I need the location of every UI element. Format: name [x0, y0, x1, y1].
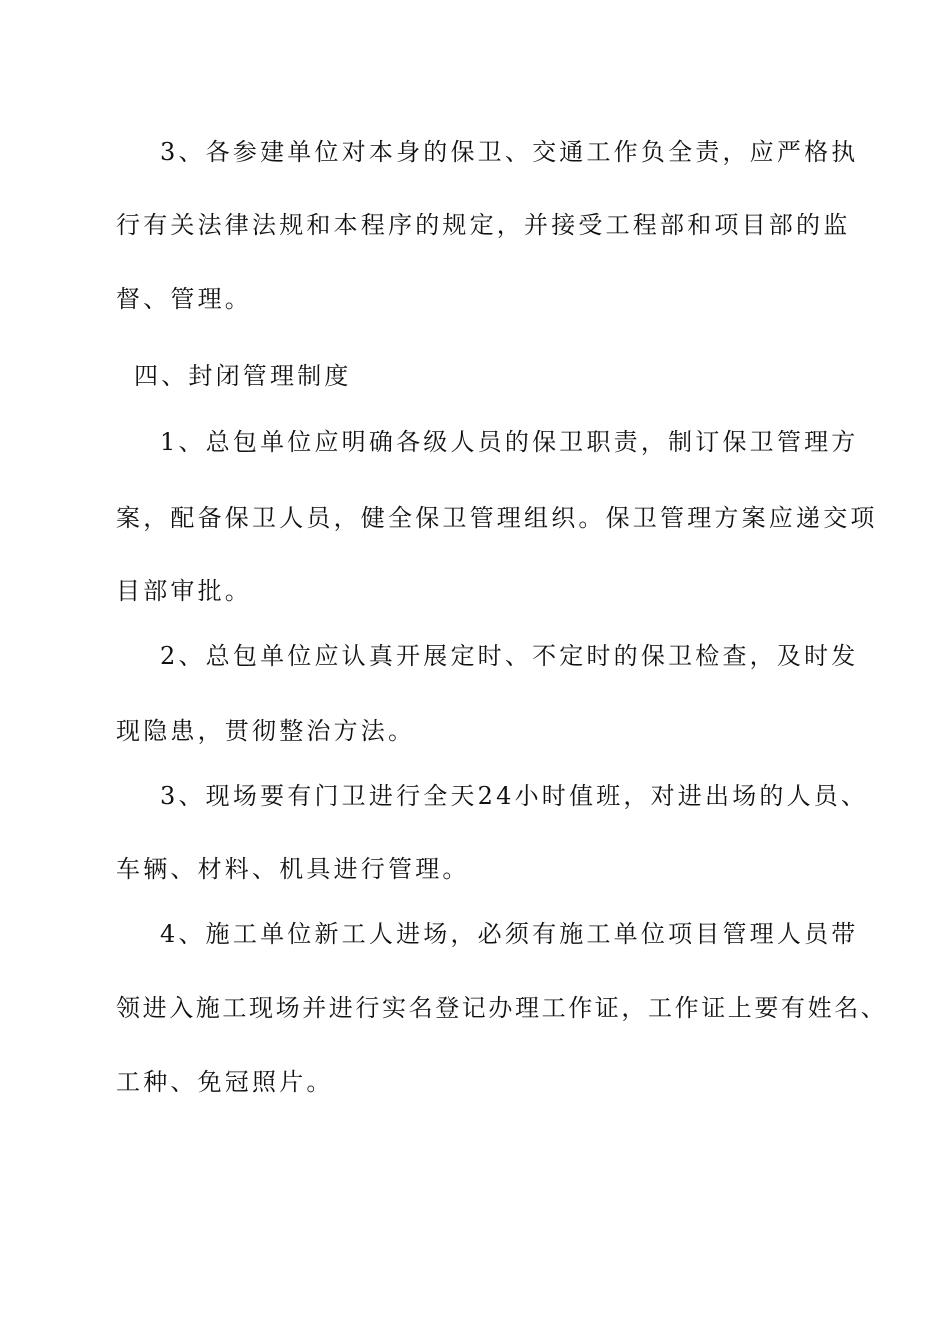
item-4-line-1: 4、施工单位新工人进场，必须有施工单位项目管理人员带	[160, 920, 859, 948]
paragraph-3-line-1: 3、各参建单位对本身的保卫、交通工作负全责，应严格执	[160, 138, 859, 166]
item-3-line-2: 车辆、材料、机具进行管理。	[116, 855, 470, 883]
item-1-line-3: 目部审批。	[116, 577, 252, 605]
paragraph-3-line-3: 督、管理。	[116, 285, 252, 313]
item-2-line-1: 2、总包单位应认真开展定时、不定时的保卫检查，及时发	[160, 642, 859, 670]
item-3-line-1: 3、现场要有门卫进行全天24小时值班，对进出场的人员、	[160, 782, 869, 810]
paragraph-3-line-2: 行有关法律法规和本程序的规定，并接受工程部和项目部的监	[116, 211, 851, 239]
item-4-line-2: 领进入施工现场并进行实名登记办理工作证，工作证上要有姓名、	[116, 994, 888, 1022]
section-heading: 四、封闭管理制度	[134, 362, 352, 390]
item-4-line-3: 工种、免冠照片。	[116, 1068, 334, 1096]
item-1-line-1: 1、总包单位应明确各级人员的保卫职责，制订保卫管理方	[160, 428, 859, 456]
item-2-line-2: 现隐患，贯彻整治方法。	[116, 717, 416, 745]
item-1-line-2: 案，配备保卫人员，健全保卫管理组织。保卫管理方案应递交项	[116, 504, 878, 532]
